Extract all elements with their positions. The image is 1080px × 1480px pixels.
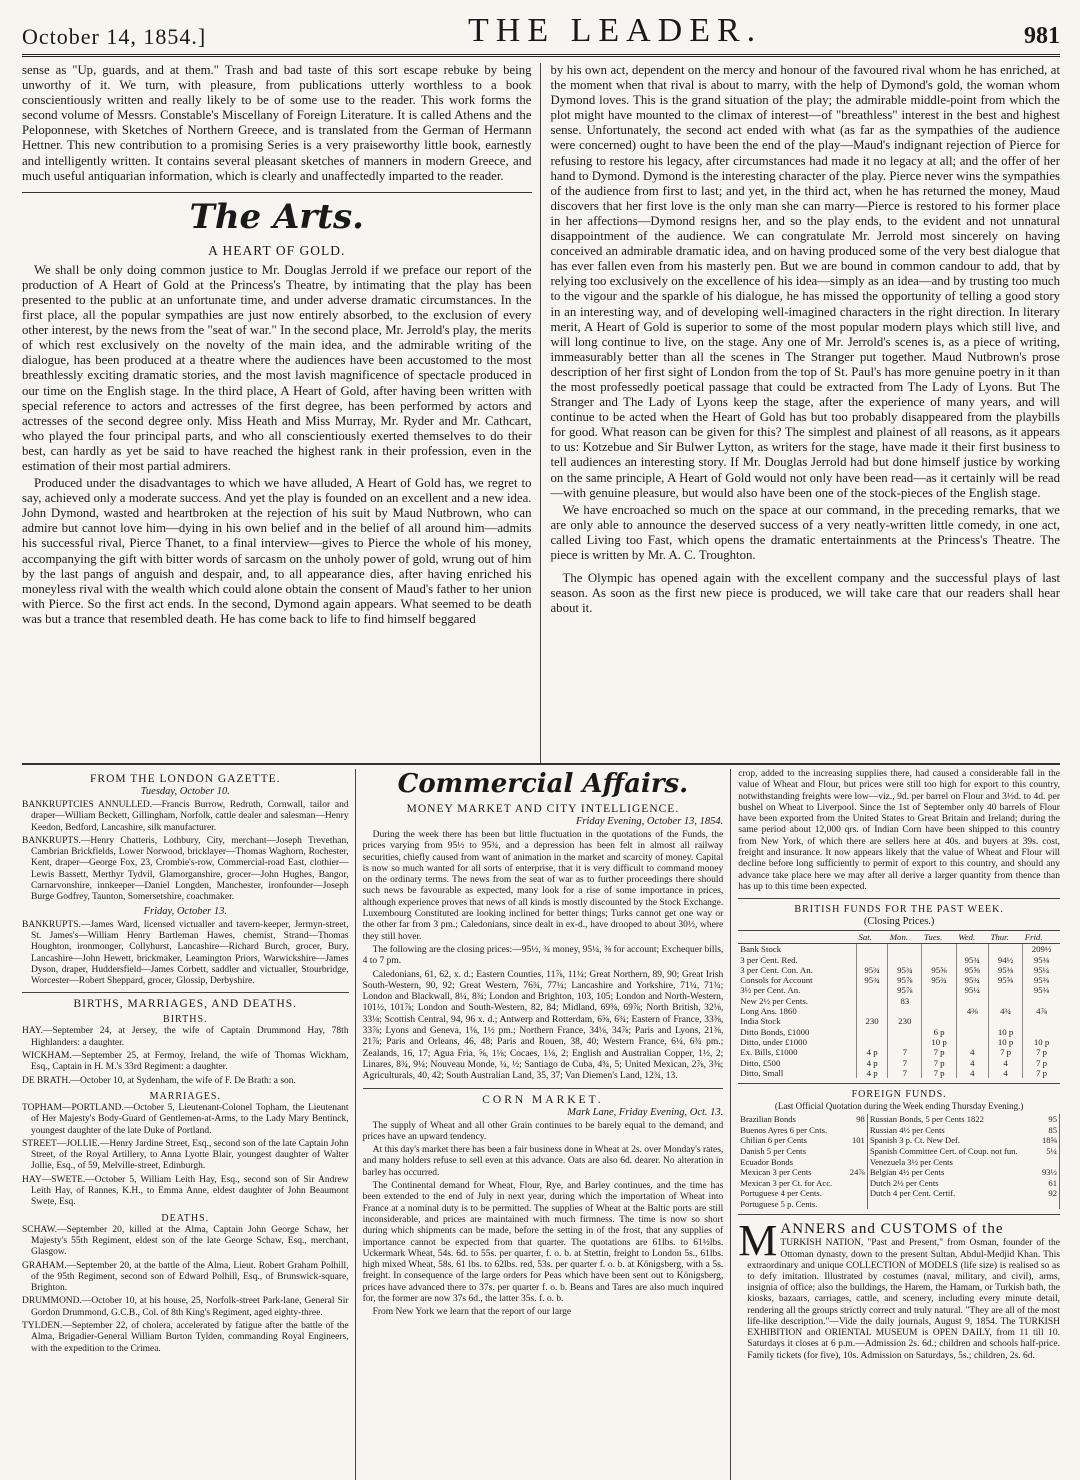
table-row	[738, 1146, 1059, 1157]
masthead	[22, 6, 1060, 57]
birth-entry: DE BRATH.—October 10, at Sydenham, the wife of F. De Brath: a son.	[22, 1075, 296, 1086]
fund-price: 4	[988, 1068, 1022, 1078]
british-funds-heading: BRITISH FUNDS FOR THE PAST WEEK.	[794, 904, 1004, 916]
corn-market-date: Mark Lane, Friday Evening, Oct. 13.	[567, 1106, 724, 1118]
corn-market-heading: CORN MARKET.	[482, 1093, 604, 1106]
foreign-fund-name: Danish 5 per Cents	[740, 1145, 806, 1156]
fund-price: 209½	[1023, 944, 1060, 955]
article-paragraph: The Olympic has opened again with the excellent company and the successful plays of last season. As soon as the first new piece is produced, we will take care that our readers shall hear about it.	[550, 571, 1060, 616]
fund-price: 95⅜	[988, 965, 1022, 975]
table-row	[738, 1114, 1059, 1125]
article-paragraph: by his own act, dependent on the mercy and honour of the favoured rival whom he has enriched, at the moment when that rival is about to marry, with the help of Dymond's gold, the woman whom Dymond loves. This is the grand situation of the play; the admirable middle-point from which the plot might have mounted to the climax of interest—of "breathless" interest in the best and highest sense. Unfortunately, the second act ended with what (as far as the sympathies of the audience were concerned) ought to have been the end of the play—Maud's indignant rejection of Pierce for refusing to restore his legacy, after circumstances had made it no legacy at all; and the offer of her hand to Dymond. Dymond is the interesting character of the play. Pierce never wins the sympathies of the audience from first to last; and yet, in the third act, when he has returned the money, Maud discovers that her first love is the only man she can marry—Pierce is restored to his former place in her affections—Dymond resigns her, and so the play ends, to the evident and not unnatural disappointment of the audience. We can congratulate Mr. Jerrold most sincerely on having conceived an admirable dramatic idea, and on having produced some of the very best dialogue that has ever fallen even from his masterly pen. But we are bound in common candour to add, that by relying too exclusively on the excellence of his idea—simply as an idea—and by trusting too much to the vigour and the sparkle of his dialogue, he has missed the opportunity of telling a good story in an interesting way, and of developing well-imagined characters in the right direction. In literary merit, A Heart of Gold is superior to some of the most popular modern plays which still live, and will long continue to live, on the stage. Any one of Mr. Jerrold's scenes is, as a piece of writing, immeasurably better than all the scenes in The Stranger put together. Maud Nutbrown's prose description of her first sight of London from the top of St. Paul's has more genuine poetry in it than the most professedly poetical passage that could be extracted from The Lady of Lyons. But The Stranger and The Lady of Lyons keep the stage, after the experience of many years, and will continue to be acted when the Heart of Gold has but too probably disappeared from the playbills for good. What reason can be given for this? The simplest and plainest of all reasons, as it appears to us: Kotzebue and Sir Bulwer Lytton, as writers for the stage, have made it their first business to tell audiences an interesting story. If Mr. Douglas Jerrold had but done himself justice by working on the same principle, A Heart of Gold would not only have been read—as it certainly will be read—with genuine pleasure, but would also have been one of the stock-pieces of the English stage.	[550, 63, 1060, 500]
table-row	[738, 996, 1060, 1006]
table-row	[738, 944, 1060, 955]
fund-price: 83	[888, 996, 922, 1006]
gazette-date: Tuesday, October 10.	[140, 786, 230, 797]
fund-price: 4	[956, 1058, 988, 1068]
marriage-entry: HAY—SWETE.—October 5, William Leith Hay, Esq., second son of Sir Andrew Leith Hay, of Rannes, K.H., to Emma Anne, eldest daughter of John Beaumont Swete, Esq.	[22, 1174, 349, 1208]
funds-column-header: Tues.	[922, 931, 956, 944]
fund-name: Ditto, Small	[740, 1067, 784, 1078]
corn-paragraph: The supply of Wheat and all other Grain continues to be barely equal to the demand, and prices have an upward tendency.	[362, 1120, 724, 1142]
table-row	[738, 1058, 1060, 1068]
foreign-funds-sub: (Last Official Quotation during the Week ending Thursday Evening.)	[774, 1101, 1024, 1112]
foreign-fund-price	[845, 1178, 867, 1189]
fund-price	[988, 985, 1022, 995]
fund-price: 4 p	[856, 1047, 887, 1057]
money-market-date: Friday Evening, October 13, 1854.	[576, 816, 724, 827]
page-number: 981	[1024, 23, 1060, 49]
fund-name: Ditto, £500	[740, 1057, 781, 1068]
divider	[363, 1088, 724, 1089]
fund-price: 95¼	[1023, 965, 1060, 975]
fund-price: 95⅜	[1023, 985, 1060, 995]
fund-price	[988, 996, 1022, 1006]
corn-paragraph: From New York we learn that the report of our large	[372, 1307, 572, 1318]
foreign-fund-price	[845, 1125, 867, 1136]
fund-price: 4	[956, 1047, 988, 1057]
gazette-entry: BANKRUPTS.—Henry Chatteris, Lothbury, City, merchant—Joseph Trevethan, Cambrian Brickfields, Lower Norwood, bricklayer—Thomas Waghorn, Rochester, Kent, draper—George Fox, 23, Crombie's-row, Commercial-road East, clothier—Lewis Bassett, Merthyr Tydvil, Glamorganshire, grocer—John Hughes, Bangor, Carnarvonshire, innkeeper—Daniel Longden, Manchester, ironfounder—Joseph Burge Godfrey, Taunton, Somersetshire, coachmaker.	[22, 835, 349, 903]
fund-price	[856, 1006, 887, 1016]
fund-name: Long Ans. 1860	[740, 1006, 797, 1017]
fund-price: 95⅞	[888, 985, 922, 995]
fund-price	[988, 944, 1022, 955]
fund-price	[956, 1016, 988, 1026]
fund-price: 95¾	[856, 965, 887, 975]
foreign-fund-price: 98	[845, 1114, 867, 1125]
british-funds-table	[738, 930, 1060, 1078]
foreign-fund-name: Dutch 4 per Cent. Certif.	[869, 1188, 956, 1199]
gazette-entry: BANKRUPTCIES ANNULLED.—Francis Burrow, Redruth, Cornwall, tailor and draper—William Beckett, Gillingham, Norfolk, cattle dealer and salesman—Henry Keedon, Bedford, Lancashire, silk manufacturer.	[22, 800, 349, 833]
fund-price: 95¾	[856, 975, 887, 985]
money-market-paragraph: The following are the closing prices:—95½, ¾ money, 95¼, ⅜ for account; Exchequer bills, 4 to 7 pm.	[362, 944, 724, 967]
fund-price	[956, 944, 988, 955]
table-row	[738, 975, 1060, 985]
fund-price	[956, 1027, 988, 1037]
advert-initial: M	[738, 1216, 778, 1266]
column-left	[22, 63, 541, 763]
funds-column-header: Wed.	[956, 931, 988, 944]
fund-price: 230	[888, 1016, 922, 1026]
table-row	[738, 1016, 1060, 1026]
foreign-fund-name: Russian 4½ per Cents	[869, 1124, 945, 1135]
death-entry: TYLDEN.—September 22, of cholera, accelerated by fatigue after the battle of the Alma, Brigadier-General William Burton Tylden, commanding Royal Engineers, with the expedition to the Crimea.	[22, 1320, 349, 1354]
fund-price	[956, 1037, 988, 1047]
fund-price	[922, 996, 956, 1006]
foreign-fund-name: Dutch 2½ per Cents	[869, 1177, 939, 1188]
fund-price: 7 p	[922, 1068, 956, 1078]
fund-price	[856, 955, 887, 965]
gazette-date: Friday, October 13.	[143, 905, 227, 917]
foreign-fund-price: 61	[1038, 1178, 1060, 1189]
fund-price	[956, 996, 988, 1006]
table-row	[738, 985, 1060, 995]
funds-column-header	[738, 931, 856, 944]
foreign-funds-heading: FOREIGN FUNDS.	[851, 1089, 947, 1101]
fund-price: 4 p	[856, 1068, 887, 1078]
fund-price: 7	[888, 1068, 922, 1078]
table-row	[738, 1125, 1059, 1136]
fund-price: 95⅝	[956, 965, 988, 975]
turkish-exhibition-advert	[738, 1216, 1060, 1361]
marriage-entry: TOPHAM—PORTLAND.—October 5, Lieutenant-Colonel Topham, the Lieutenant of Her Majesty's Body-Guard of Gentlemen-at-Arms, to the Lady Mary Bentinck, youngest daughter of the late Duke of Portland.	[22, 1102, 349, 1136]
money-market-heading: MONEY MARKET AND CITY INTELLIGENCE.	[406, 803, 680, 815]
fund-price: 10 p	[922, 1037, 956, 1047]
issue-date: October 14, 1854.]	[22, 24, 207, 49]
money-market-paragraph: During the week there has been but little fluctuation in the quotations of the Funds, the prices varying from 95½ to 95¾, and a depression has been felt in almost all railway securities, chiefly caused from want of animation in the market and scarcity of money. Capital is now so much wanted for all sorts of enterprise, that it is very difficult to command money on the ordinary terms. The news from the seat of war as to further proceedings there should such news be favourable as expected, many look for a rise of some importance in prices, although experience proves that news of all kinds is mostly discounted by the Stock Exchange. Luxembourg Constituted are looking inclined for better things; Turks cannot get one way or the other far from 3 pm.; Caledonians, since dealt in ex-d., have drooped to about 30½, where they still hover.	[362, 830, 724, 942]
divider	[738, 1083, 1060, 1084]
foreign-fund-name: Brazilian Bonds	[740, 1114, 796, 1125]
fund-name: Bank Stock	[740, 944, 782, 955]
foreign-fund-price	[1038, 1199, 1060, 1210]
table-row	[738, 1199, 1059, 1210]
article-paragraph: Produced under the disadvantages to which we have alluded, A Heart of Gold has, we regret to say, achieved only a moderate success. And yet the play is founded on an excellent and a new idea. John Dymond, wasted and heartbroken at the rejection of his suit by Maud Nutbrown, who can admire but cannot love him—dying in his own belief and in the belief of all around him—admits his successful rival, Pierce Thanet, to a final interview—gives to Pierce the whole of his money, accompanying the gift with bitter words of sarcasm on the unholy power of gold, wrung out of him by the last pangs of anguish and despair, and, to all appearance dies, after having enriched his moneyless rival with the wealth which could alone obtain the consent of Maud's father to her union with Pierce. So the first act ends. In the second, Dymond again appears. What seemed to be death was but a trance that resembled death. He has come back to life to find himself beggared	[22, 476, 532, 626]
funds-column-header: Sat.	[856, 931, 887, 944]
fund-price: 95⅝	[988, 975, 1022, 985]
foreign-fund-price	[845, 1146, 867, 1157]
fund-name: 3 per Cent. Red.	[740, 954, 798, 965]
fund-price: 95¾	[956, 975, 988, 985]
foreign-fund-name: Mexican 3 per Cents	[740, 1167, 812, 1178]
birth-entry: HAY.—September 24, at Jersey, the wife of Captain Drummond Hay, 78th Highlanders: a daughter.	[22, 1026, 349, 1048]
table-row	[738, 1157, 1059, 1168]
fund-price	[1023, 996, 1060, 1006]
article-paragraph: We shall be only doing common justice to Mr. Douglas Jerrold if we preface our report of the production of A Heart of Gold at the Princess's Theatre, by intimating that the play has been presented to the public at an unfortunate time, and under adverse dramatic circumstances. In the first place, all the popular sympathies are just now entirely absorbed, to the exclusion of every other interest, by the news from the "seat of war." In the second place, Mr. Jerrold's play, the merits of which rest exclusively on the novelty of the main idea, and the admirable writing of the dialogue, has been produced at a theatre where the audiences have been accustomed to the most breathlessly exciting dramatic stories, and the most lavish magnificence of spectacle produced in our time on the English stage. In the third place, A Heart of Gold, after having been written with special reference to actors and actresses of the first degree, has been performed by actors and actresses of the second degree only. Miss Heath and Miss Murray, Mr. Ryder and Mr. Cathcart, who played the four principal parts, and who all conscientiously exerted themselves to do their best, can hardly as yet be said to have reached the highest rank in their profession, even in the estimation of their most partial admirers.	[22, 262, 532, 473]
table-row	[738, 965, 1060, 975]
fund-price: 95¾	[922, 975, 956, 985]
fund-price: 4 p	[856, 1058, 887, 1068]
fund-price: 7 p	[922, 1047, 956, 1057]
fund-price: 6 p	[922, 1027, 956, 1037]
fund-price: 7 p	[1023, 1058, 1060, 1068]
gazette-heading: FROM THE LONDON GAZETTE.	[90, 773, 281, 785]
foreign-funds-table	[738, 1114, 1060, 1209]
foreign-fund-price	[1038, 1157, 1060, 1168]
death-entry: GRAHAM.—September 20, at the battle of the Alma, Lieut. Robert Graham Polhill, of the 95th Regiment, second son of Edward Polhill, Esq., of Brunswick-square, Brighton.	[22, 1260, 349, 1294]
fund-price: 95⅞	[888, 975, 922, 985]
fund-price: 10 p	[988, 1037, 1022, 1047]
column-right	[541, 63, 1061, 763]
foreign-fund-name: Spanish 3 p. Ct. New Def.	[869, 1135, 961, 1146]
foreign-fund-price	[845, 1199, 867, 1210]
bmd-heading: BIRTHS, MARRIAGES, AND DEATHS.	[73, 998, 298, 1011]
fund-price: 95⅜	[1023, 975, 1060, 985]
advert-text: TURKISH NATION, "Past and Present," from Osman, founder of the Ottoman dynasty, down to the present Sultan, Abdul-Medjid Khan. This extraordinary and unique COLLECTION of MODELS (life size) is realised so as to defy imitation. Illustrated by costumes (naval, military, and civil), arms, insignia of office; also the buildings, the Harem, the Hamam, or Turkish bath, the kiosks, bazaars, carriages, cattle, and scenery, including every minute detail, rendering all the groups strictly correct and truly natural. "They are all of the most life-like description."—Vide the daily journals, August 9, 1854. The TURKISH EXHIBITION and ORIENTAL MUSEUM is OPEN DAILY, from 11 till 10. Saturdays it closes at 6 p.m.—Admission 2s. 6d.; children and schools half-price. Family tickets (for five), 10s. Admission on Saturdays, 5s.; children, 2s. 6d.	[747, 1238, 1060, 1361]
fund-price: 95⅜	[1023, 955, 1060, 965]
fund-price: 4	[988, 1058, 1022, 1068]
funds-column-header: Thur.	[988, 931, 1022, 944]
marriages-heading: MARRIAGES.	[149, 1090, 221, 1102]
foreign-fund-name: Portuguese 5 p. Cents.	[740, 1198, 818, 1209]
foreign-fund-name: Mexican 3 per Ct. for Acc.	[740, 1177, 833, 1188]
fund-name: Ex. Bills, £1000	[740, 1047, 798, 1058]
fund-price	[922, 944, 956, 955]
fund-price: 10 p	[988, 1027, 1022, 1037]
fund-price	[856, 985, 887, 995]
births-heading: BIRTHS.	[163, 1014, 208, 1026]
funds-column-header: Frid.	[1023, 931, 1060, 944]
section-heading-commercial: Commercial Affairs.	[397, 769, 689, 799]
paper-title: THE LEADER.	[468, 12, 763, 49]
fund-price: 95⅝	[922, 965, 956, 975]
foreign-fund-price: 92	[1038, 1188, 1060, 1199]
upper-columns	[22, 63, 1060, 765]
foreign-fund-price	[845, 1188, 867, 1199]
fund-price	[856, 996, 887, 1006]
foreign-fund-name: Portuguese 4 per Cents.	[740, 1188, 822, 1199]
fund-name: 3½ per Cent. An.	[740, 985, 801, 996]
fund-price: 230	[856, 1016, 887, 1026]
fund-price: 4¾	[988, 1006, 1022, 1016]
foreign-fund-price: 85	[1038, 1125, 1060, 1136]
fund-price	[922, 985, 956, 995]
table-row	[738, 1068, 1060, 1078]
fund-name: Ditto Bonds, £1000	[740, 1026, 810, 1037]
foreign-fund-price: 95	[1038, 1114, 1060, 1125]
foreign-fund-name: Belgian 4½ per Cents	[869, 1167, 945, 1178]
funds-column	[731, 769, 1060, 1480]
table-row	[738, 1027, 1060, 1037]
foreign-fund-price: 18⅝	[1038, 1135, 1060, 1146]
fund-price	[888, 1027, 922, 1037]
foreign-fund-price: 24⅞	[845, 1167, 867, 1178]
fund-price: 10 p	[1023, 1037, 1060, 1047]
fund-price: 7 p	[1023, 1047, 1060, 1057]
fund-price: 7	[888, 1047, 922, 1057]
gazette-column	[22, 769, 356, 1480]
funds-column-header: Mon.	[888, 931, 922, 944]
corn-paragraph: At this day's market there has been a fair business done in Wheat at 2s. over Monday's rates, and many holders refuse to sell even at this advance. Oats are also 6d. dearer. No alteration in barley has occurred.	[362, 1145, 724, 1178]
fund-price	[856, 1027, 887, 1037]
foreign-fund-name: Venezuela 3½ per Cents	[869, 1156, 953, 1167]
fund-price	[1023, 1027, 1060, 1037]
fund-price	[888, 1037, 922, 1047]
table-row	[738, 1006, 1060, 1016]
foreign-fund-price	[845, 1157, 867, 1168]
table-row	[738, 1188, 1059, 1199]
marriage-entry: STREET—JOLLIE.—Henry Jardine Street, Esq., second son of the late Captain John Street, of the Royal Artillery, to Anna Lyotte Blair, youngest daughter of Walter Jollie, Esq., of 59, Melville-street, Edinburgh.	[22, 1138, 349, 1172]
fund-price: 7 p	[922, 1058, 956, 1068]
fund-name: New 2½ per Cents.	[740, 995, 808, 1006]
table-row	[738, 1178, 1059, 1189]
lower-columns	[22, 769, 1060, 1480]
article-paragraph: We have encroached so much on the space at our command, in the preceding remarks, that we are only able to announce the deserved success of a very neatly-written little comedy, in one act, called Living too Fast, which opens the dramatic entertainments at the Princess's Theatre. The piece is written by Mr. A. C. Troughton.	[550, 502, 1060, 562]
corn-paragraph: The Continental demand for Wheat, Flour, Rye, and Barley continues, and the time has been extended to the end of July in next year, during which the importation of Wheat into France at a nominal duty is to be permitted. The supplies of Wheat at the Baltic ports are still inconsiderable, and prices are maintained with much firmness. The time is now so short during which shipments can be made, before the setting in of the frost, that any supplies of importance cannot be expected from that quarter. The quotations are 61lbs. to 61½lbs. Uckermark Wheat, 54s. 6d. to 55s. per quarter, f. o. b. at Stettin, freight to London 5s., 61lbs. high mixed Wheat, 58s. 61 lbs. to 62lbs. red, 53s. per quarter f. o. b. at Königsberg, with a 5s. freight. In consequence of the large orders for Peas which have been sent out to Königsberg, prices have advanced there to 37s. per quarter f. o. b. Beans and Tares are also much inquired for, the former are now 37s 6d., the latter 35s. f. o. b.	[362, 1181, 724, 1304]
fund-price: 4⅜	[956, 1006, 988, 1016]
foreign-fund-name	[867, 1199, 1037, 1210]
fund-price: 7	[888, 1058, 922, 1068]
british-funds-sub: (Closing Prices.)	[863, 916, 935, 928]
advert-title: ANNERS and CUSTOMS of the	[780, 1221, 1004, 1238]
fund-name: India Stock	[740, 1016, 781, 1027]
foreign-fund-price: 5¼	[1038, 1146, 1060, 1157]
foreign-fund-name: Ecuador Bonds	[740, 1156, 794, 1167]
divider	[22, 992, 349, 993]
commercial-column	[356, 769, 732, 1480]
fund-price	[922, 955, 956, 965]
death-entry: DRUMMOND.—October 10, at his house, 25, Norfolk-street Park-lane, General Sir Gordon Drummond, G.C.B., Col. of 8th King's Regiment, aged eighty-three.	[22, 1296, 349, 1318]
fund-price	[888, 1006, 922, 1016]
gazette-entry: BANKRUPTS.—James Ward, licensed victualler and tavern-keeper, Jermyn-street, St. James's—William Henry Bartleman Hawes, chemist, Strand—Thomas Houghton, ironmonger, Collyhurst, Lancashire—Richard Burch, grocer, Bury, Lancashire—John Hewett, brickmaker, Leamington Priors, Warwickshire—James Dyson, draper, Huddersfield—James Corbett, saddler and victualler, Stourbridge, Worcester—Robert Sheppard, grocer, Glossip, Derbyshire.	[22, 919, 349, 987]
fund-price: 4	[956, 1068, 988, 1078]
fund-price	[856, 944, 887, 955]
book-review-ending: sense as "Up, guards, and at them." Trash and bad taste of this sort escape rebuke by being unworthy of it. We turn, with pleasure, from publications utterly worthless to a book conscientiously written and really likely to be of some use to the reader. This work forms the second volume of Messrs. Constable's Miscellany of Foreign Literature. It is called Athens and the Peloponnese, with Sketches of Northern Greece, and is translated from the German of Hermann Hettner. This new contribution to a promising Series is a very praiseworthy little book, earnestly and intelligently written. It contains several pleasant sketches of manners in modern Greece, and much useful antiquarian information, which is clearly and unaffectedly imparted to the reader.	[22, 63, 532, 183]
table-row	[738, 1135, 1059, 1146]
foreign-fund-name: Spanish Committee Cert. of Coup. not fun.	[869, 1145, 1018, 1156]
fund-price: 7 p	[988, 1047, 1022, 1057]
fund-price: 4⅞	[1023, 1006, 1060, 1016]
foreign-fund-name: Russian Bonds, 5 per Cents 1822	[869, 1114, 984, 1125]
fund-price	[988, 1016, 1022, 1026]
fund-price: 95¾	[956, 955, 988, 965]
fund-name: Consols for Account	[740, 975, 813, 986]
fund-price: 94½	[988, 955, 1022, 965]
table-row	[738, 1167, 1059, 1178]
railway-prices: Caledonians, 61, 62, x. d.; Eastern Counties, 11⅞, 11¼; Great Northern, 89, 90; Great Irish South-Western, 90, 92; Great Western, 76¾, 77¼; Lancashire and Yorkshire, 71¼, 71¾; London and Blackwall, 8¼, 8¾; London and Brighton, 103, 105; London and North-Western, 101½, 101⅞; London and South-Western, 82, 84; Midland, 69⅜, 69⅞; North British, 32⅛, 33⅛; Scottish Central, 94, 96 x. d.; Antwerp and Rotterdam, 6⅝, 6¾; Eastern of France, 33⅜, 33⅞; Lyons and Geneva, 1⅛, 1½ pm.; Northern France, 34⅛, 34⅞; Paris and Lyons, 21⅜, 21⅞; Paris and Orleans, 46, 48; Paris and Rouen, 38, 40; Western France, 6¼, 6¾ pm.; Zealands, 16, 17; Agua Fria, ⅝, 1⅛; Cocaes, 1⅛, 2; English and Australian Copper, 1½, 2; Linares, 8¾, 9¼; Nouveau Monde, ¼, ½; Santiago de Cuba, 4¾, 5; United Mexican, 2⅞, 3⅜; Agriculturals, 40, 42; South Australian Land, 35, 37; Van Diemen's Land, 12¾, 13.	[362, 969, 724, 1082]
deaths-heading: DEATHS.	[161, 1212, 210, 1224]
fund-price	[888, 955, 922, 965]
table-row	[738, 1047, 1060, 1057]
fund-price	[922, 1016, 956, 1026]
fund-price	[922, 1006, 956, 1016]
fund-name: 3 per Cent. Con. An.	[740, 964, 813, 975]
foreign-fund-name: Chilian 6 per Cents	[740, 1135, 807, 1146]
table-row	[738, 955, 1060, 965]
divider	[738, 898, 1060, 899]
foreign-fund-price: 101	[845, 1135, 867, 1146]
corn-continuation: crop, added to the increasing supplies there, had caused a considerable fall in the value of Wheat and Flour, but prices were still too high for export to this country, notwithstanding freights were low—viz., 9d. per barrel on Flour and 3½d. to 4d. per bushel on Wheat to Liverpool. Since the 1st of September only 40 barrels of Flour have been exported from the United States to Great Britain and Ireland; during the same period about 12,000 qrs. of Indian Corn have been shipped to this country from New York, of which there are sellers here at 40s. and buyers at 39s. cost, freight and insurance. It now appears likely that the value of Wheat and Flour will decline before long sufficiently to permit of export to this country, and should any advance take place here we may after all derive a larger quantity from thence than has up to this time been expected.	[738, 769, 1060, 892]
section-heading-arts: The Arts.	[22, 192, 532, 237]
death-entry: SCHAW.—September 20, killed at the Alma, Captain John George Schaw, her Majesty's 55th Regiment, eldest son of the late George Schaw, Esq., merchant, Glasgow.	[22, 1224, 349, 1258]
birth-entry: WICKHAM.—September 25, at Fermoy, Ireland, the wife of Thomas Wickham, Esq., Captain in H. M.'s 33rd Regiment: a daughter.	[22, 1051, 349, 1073]
fund-price: 95¼	[956, 985, 988, 995]
divider	[738, 1214, 1060, 1215]
fund-price	[856, 1037, 887, 1047]
fund-price	[1023, 1016, 1060, 1026]
fund-price: 95¾	[888, 965, 922, 975]
article-title: A HEART OF GOLD.	[208, 242, 346, 258]
fund-price: 7 p	[1023, 1068, 1060, 1078]
fund-name: Ditto, under £1000	[740, 1036, 807, 1047]
table-row	[738, 1037, 1060, 1047]
foreign-fund-price: 93½	[1038, 1167, 1060, 1178]
fund-price	[888, 944, 922, 955]
foreign-fund-name: Buenos Ayres 6 per Cnts.	[740, 1124, 828, 1135]
